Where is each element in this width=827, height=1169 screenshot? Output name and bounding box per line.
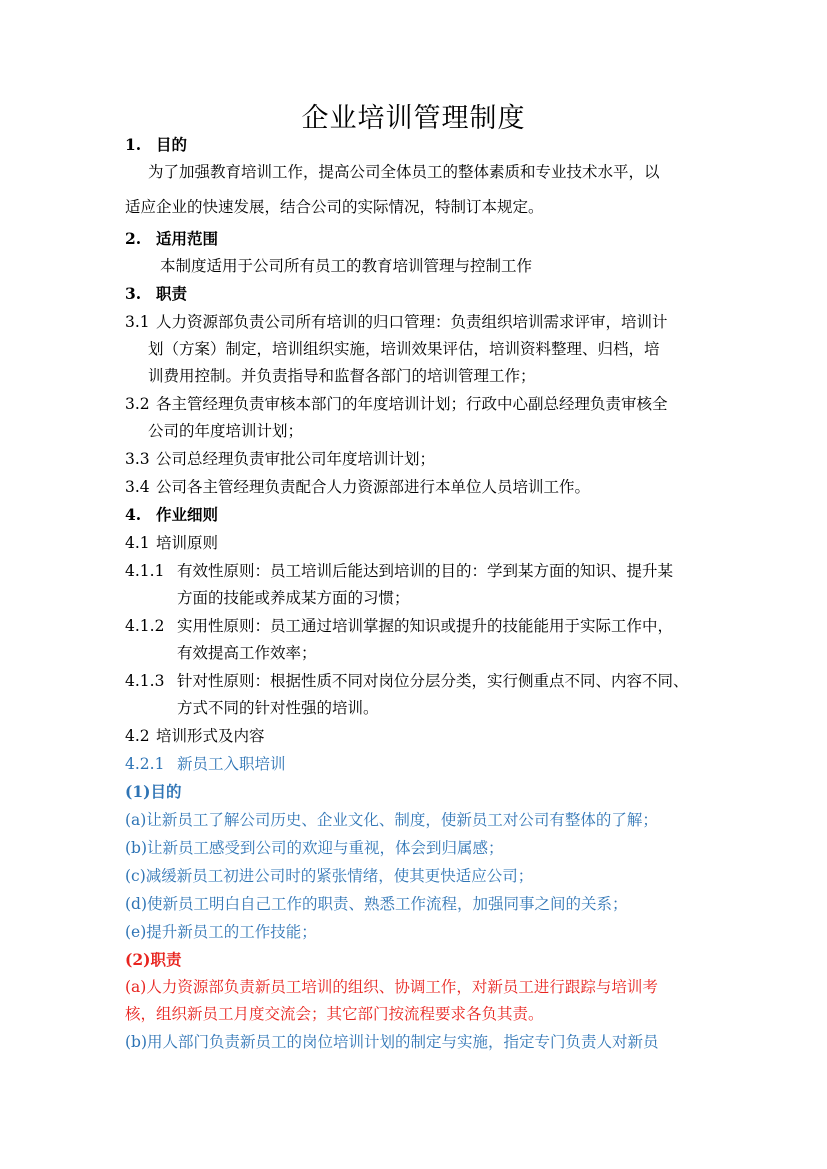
item-4-1-1-line-1: 有效性原则：员工培训后能达到培训的目的：学到某方面的知识、提升某 xyxy=(177,562,674,580)
purpose-item-b: (b)让新员工感受到公司的欢迎与重视，体会到归属感； xyxy=(125,839,504,857)
section-2-number: 2. xyxy=(125,229,142,248)
item-4-1-3-line-1: 针对性原则：根据性质不同对岗位分层分类，实行侧重点不同、内容不同、 xyxy=(177,672,689,690)
item-3-2-line-1: 各主管经理负责审核本部门的年度培训计划；行政中心副总经理负责审核全 xyxy=(156,395,668,413)
item-4-1-3-number: 4.1.3 xyxy=(125,672,165,690)
item-3-3-line-1: 公司总经理负责审批公司年度培训计划； xyxy=(156,450,436,468)
section-1-paragraph-line-1: 为了加强教育培训工作，提高公司全体员工的整体素质和专业技术水平，以 xyxy=(148,163,660,181)
section-3-number: 3. xyxy=(125,284,142,303)
item-4-1-2-number: 4.1.2 xyxy=(125,617,165,635)
duty-item-a-line-1: (a)人力资源部负责新员工培训的组织、协调工作，对新员工进行跟踪与培训考 xyxy=(125,978,658,996)
item-3-4-number: 3.4 xyxy=(125,478,150,496)
purpose-heading: (1)目的 xyxy=(125,782,182,801)
purpose-item-e: (e)提升新员工的工作技能； xyxy=(125,923,317,941)
purpose-item-c: (c)减缓新员工初进公司时的紧张情绪，使其更快适应公司； xyxy=(125,867,534,885)
item-3-1-line-1: 人力资源部负责公司所有培训的归口管理：负责组织培训需求评审，培训计 xyxy=(156,313,668,331)
section-2-heading: 适用范围 xyxy=(156,229,219,248)
section-3-heading: 职责 xyxy=(156,284,188,303)
document-title: 企业培训管理制度 xyxy=(301,103,526,134)
item-3-1-line-3: 训费用控制。并负责指导和监督各部门的培训管理工作； xyxy=(148,367,536,385)
duty-heading: (2)职责 xyxy=(125,950,182,969)
section-2-paragraph: 本制度适用于公司所有员工的教育培训管理与控制工作 xyxy=(160,257,533,275)
item-4-1-1-line-2: 方面的技能或养成某方面的习惯； xyxy=(177,589,410,607)
item-3-3-number: 3.3 xyxy=(125,450,150,468)
item-4-2-number: 4.2 xyxy=(125,727,150,745)
purpose-item-d: (d)使新员工明白自己工作的职责、熟悉工作流程，加强同事之间的关系； xyxy=(125,895,628,913)
item-4-2-1-text: 新员工入职培训 xyxy=(177,755,286,773)
item-4-2-1-number: 4.2.1 xyxy=(125,755,165,773)
section-1-number: 1. xyxy=(125,135,142,154)
item-3-1-line-2: 划（方案）制定，培训组织实施，培训效果评估，培训资料整理、归档，培 xyxy=(148,340,660,358)
item-4-1-2-line-1: 实用性原则：员工通过培训掌握的知识或提升的技能能用于实际工作中， xyxy=(177,617,674,635)
section-4-number: 4. xyxy=(125,505,142,524)
item-3-1-number: 3.1 xyxy=(125,313,150,331)
section-4-heading: 作业细则 xyxy=(156,505,219,524)
duty-item-b-line-1: (b)用人部门负责新员工的岗位培训计划的制定与实施，指定专门负责人对新员 xyxy=(125,1033,659,1051)
duty-item-a-line-2: 核，组织新员工月度交流会；其它部门按流程要求各负其责。 xyxy=(125,1005,544,1023)
purpose-item-a: (a)让新员工了解公司历史、企业文化、制度，使新员工对公司有整体的了解； xyxy=(125,811,658,829)
section-1-paragraph-line-2: 适应企业的快速发展，结合公司的实际情况，特制订本规定。 xyxy=(125,198,544,216)
item-4-1-3-line-2: 方式不同的针对性强的培训。 xyxy=(177,699,379,717)
item-4-1-2-line-2: 有效提高工作效率； xyxy=(177,644,317,662)
item-4-1-number: 4.1 xyxy=(125,534,150,552)
item-3-2-line-2: 公司的年度培训计划； xyxy=(148,422,304,440)
item-3-2-number: 3.2 xyxy=(125,395,150,413)
item-4-1-1-number: 4.1.1 xyxy=(125,562,165,580)
section-1-heading: 目的 xyxy=(156,135,188,154)
item-4-2-text: 培训形式及内容 xyxy=(156,727,265,745)
item-3-4-line-1: 公司各主管经理负责配合人力资源部进行本单位人员培训工作。 xyxy=(156,478,591,496)
item-4-1-text: 培训原则 xyxy=(156,534,219,552)
